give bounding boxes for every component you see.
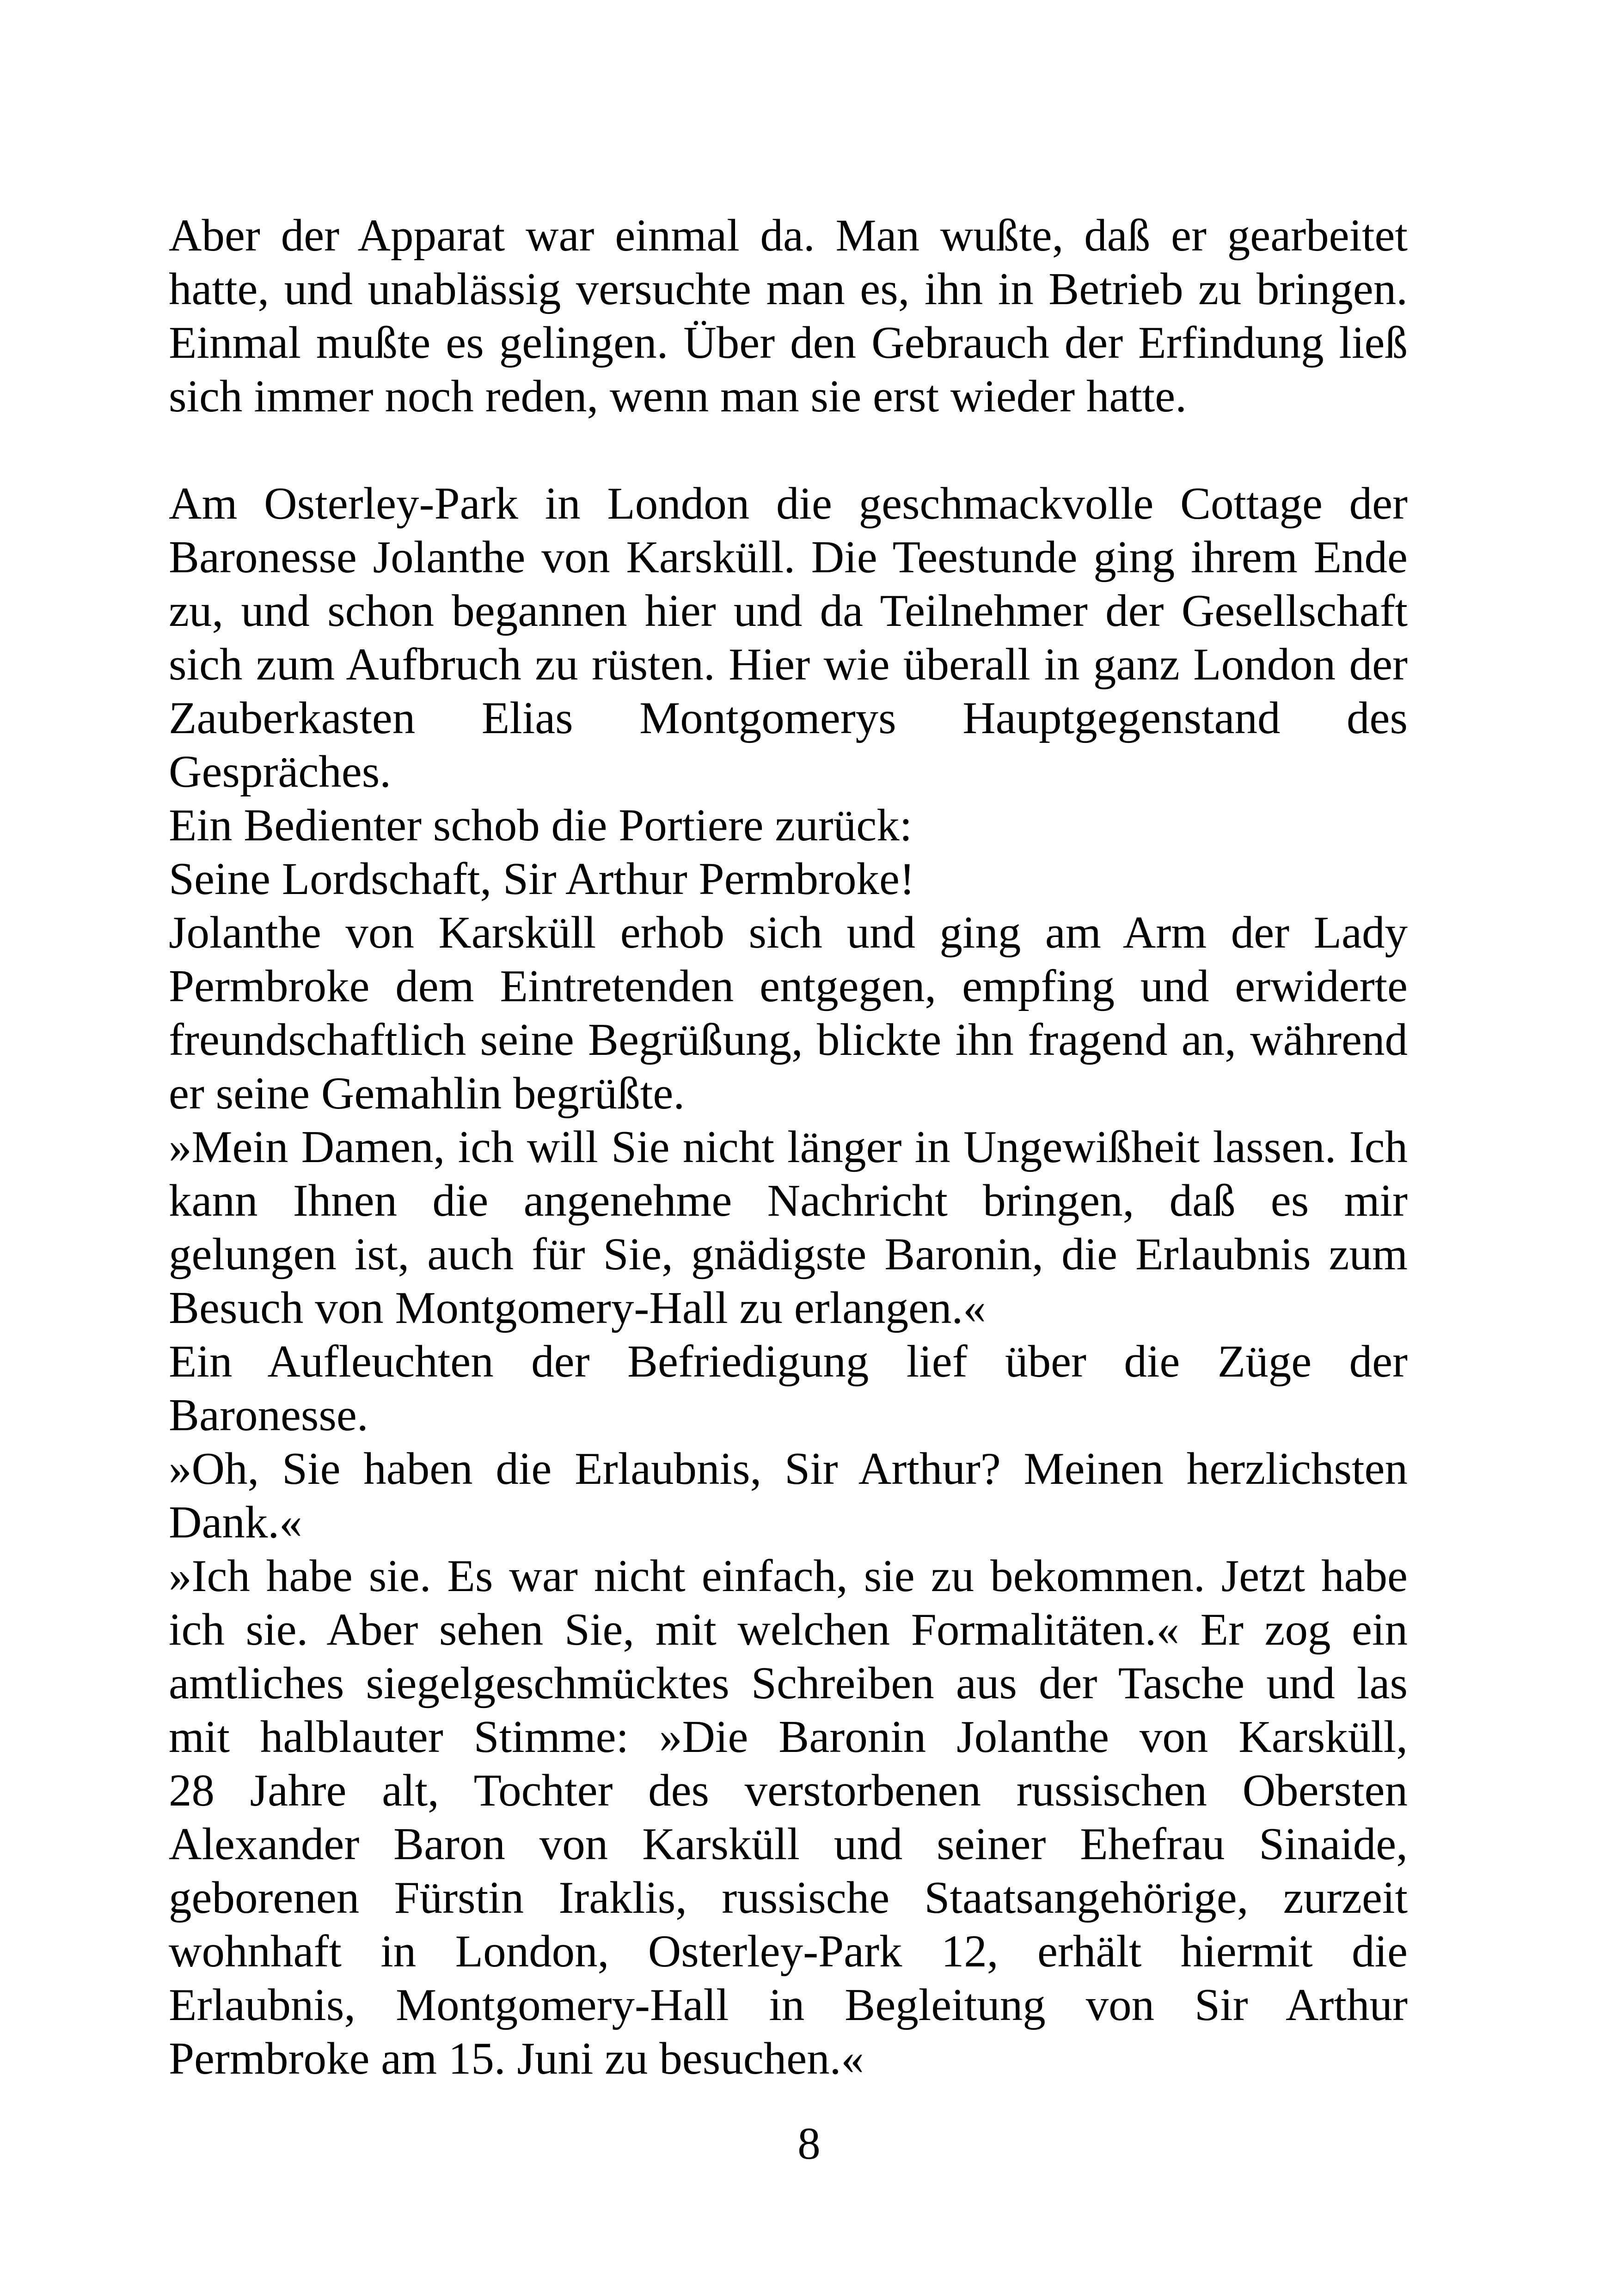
text-line: Alexander Baron von Karsküll und seiner Ehefrau Sinaide, xyxy=(169,1819,1408,1869)
text-line: amtliches siegelgeschmücktes Schreiben aus der Tasche und las xyxy=(169,1658,1408,1708)
text-line: mit halblauter Stimme: »Die Baronin Jolanthe von Karsküll, xyxy=(169,1712,1408,1762)
text-line: Erlaubnis, Montgomery-Hall in Begleitung von Sir Arthur xyxy=(169,1980,1408,2030)
text-line: Besuch von Montgomery-Hall zu erlangen.« xyxy=(169,1283,986,1333)
paragraph xyxy=(169,209,1408,423)
text-line: hatte, und unablässig versuchte man es, ihn in Betrieb zu bringen. xyxy=(169,264,1408,314)
text-line: Baronesse. xyxy=(169,1390,368,1440)
text-line: wohnhaft in London, Osterley-Park 12, erhält hiermit die xyxy=(169,1926,1408,1977)
text-line: ich sie. Aber sehen Sie, mit welchen Formalitäten.« Er zog ein xyxy=(169,1604,1408,1655)
text-line: Dank.« xyxy=(169,1497,302,1548)
text-line: Ein Aufleuchten der Befriedigung lief über die Züge der xyxy=(169,1336,1408,1387)
text-line: sich zum Aufbruch zu rüsten. Hier wie überall in ganz London der xyxy=(169,639,1408,690)
text-line: er seine Gemahlin begrüßte. xyxy=(169,1068,685,1119)
text-line: Jolanthe von Karsküll erhob sich und ging am Arm der Lady xyxy=(169,907,1408,958)
text-line: »Oh, Sie haben die Erlaubnis, Sir Arthur? Meinen herzlichsten xyxy=(169,1444,1408,1494)
text-line: freundschaftlich seine Begrüßung, blickte ihn fragend an, während xyxy=(169,1015,1408,1065)
paragraph-gap xyxy=(169,423,1408,477)
text-line: Ein Bedienter schob die Portiere zurück: xyxy=(169,800,913,851)
text-line: 28 Jahre alt, Tochter des verstorbenen russischen Obersten xyxy=(169,1765,1408,1816)
text-line: Am Osterley-Park in London die geschmackvolle Cottage der xyxy=(169,478,1408,529)
text-line: »Ich habe sie. Es war nicht einfach, sie zu bekommen. Jetzt habe xyxy=(169,1551,1408,1601)
text-line: Baronesse Jolanthe von Karsküll. Die Teestunde ging ihrem Ende xyxy=(169,532,1408,582)
text-line: gelungen ist, auch für Sie, gnädigste Baronin, die Erlaubnis zum xyxy=(169,1229,1408,1280)
text-line: »Mein Damen, ich will Sie nicht länger in Ungewißheit lassen. Ich xyxy=(169,1122,1408,1172)
paragraph xyxy=(169,477,1408,2086)
text-line: Einmal mußte es gelingen. Über den Gebrauch der Erfindung ließ xyxy=(169,318,1408,368)
text-line: Seine Lordschaft, Sir Arthur Permbroke! xyxy=(169,854,915,904)
text-line: Gespräches. xyxy=(169,747,392,797)
text-line: Permbroke dem Eintretenden entgegen, empfing und erwiderte xyxy=(169,961,1408,1011)
text-line: Permbroke am 15. Juni zu besuchen.« xyxy=(169,2033,864,2084)
text-line: geborenen Fürstin Iraklis, russische Staatsangehörige, zurzeit xyxy=(169,1873,1408,1923)
text-line: Zauberkasten Elias Montgomerys Hauptgegenstand des xyxy=(169,693,1408,743)
page-number: 8 xyxy=(797,2118,821,2169)
text-line: zu, und schon begannen hier und da Teilnehmer der Gesellschaft xyxy=(169,586,1408,636)
text-line: kann Ihnen die angenehme Nachricht bringen, daß es mir xyxy=(169,1176,1408,1226)
body-text xyxy=(169,209,1408,2086)
text-line: Aber der Apparat war einmal da. Man wußte, daß er gearbeitet xyxy=(169,210,1408,261)
text-line: sich immer noch reden, wenn man sie erst wieder hatte. xyxy=(169,371,1187,422)
